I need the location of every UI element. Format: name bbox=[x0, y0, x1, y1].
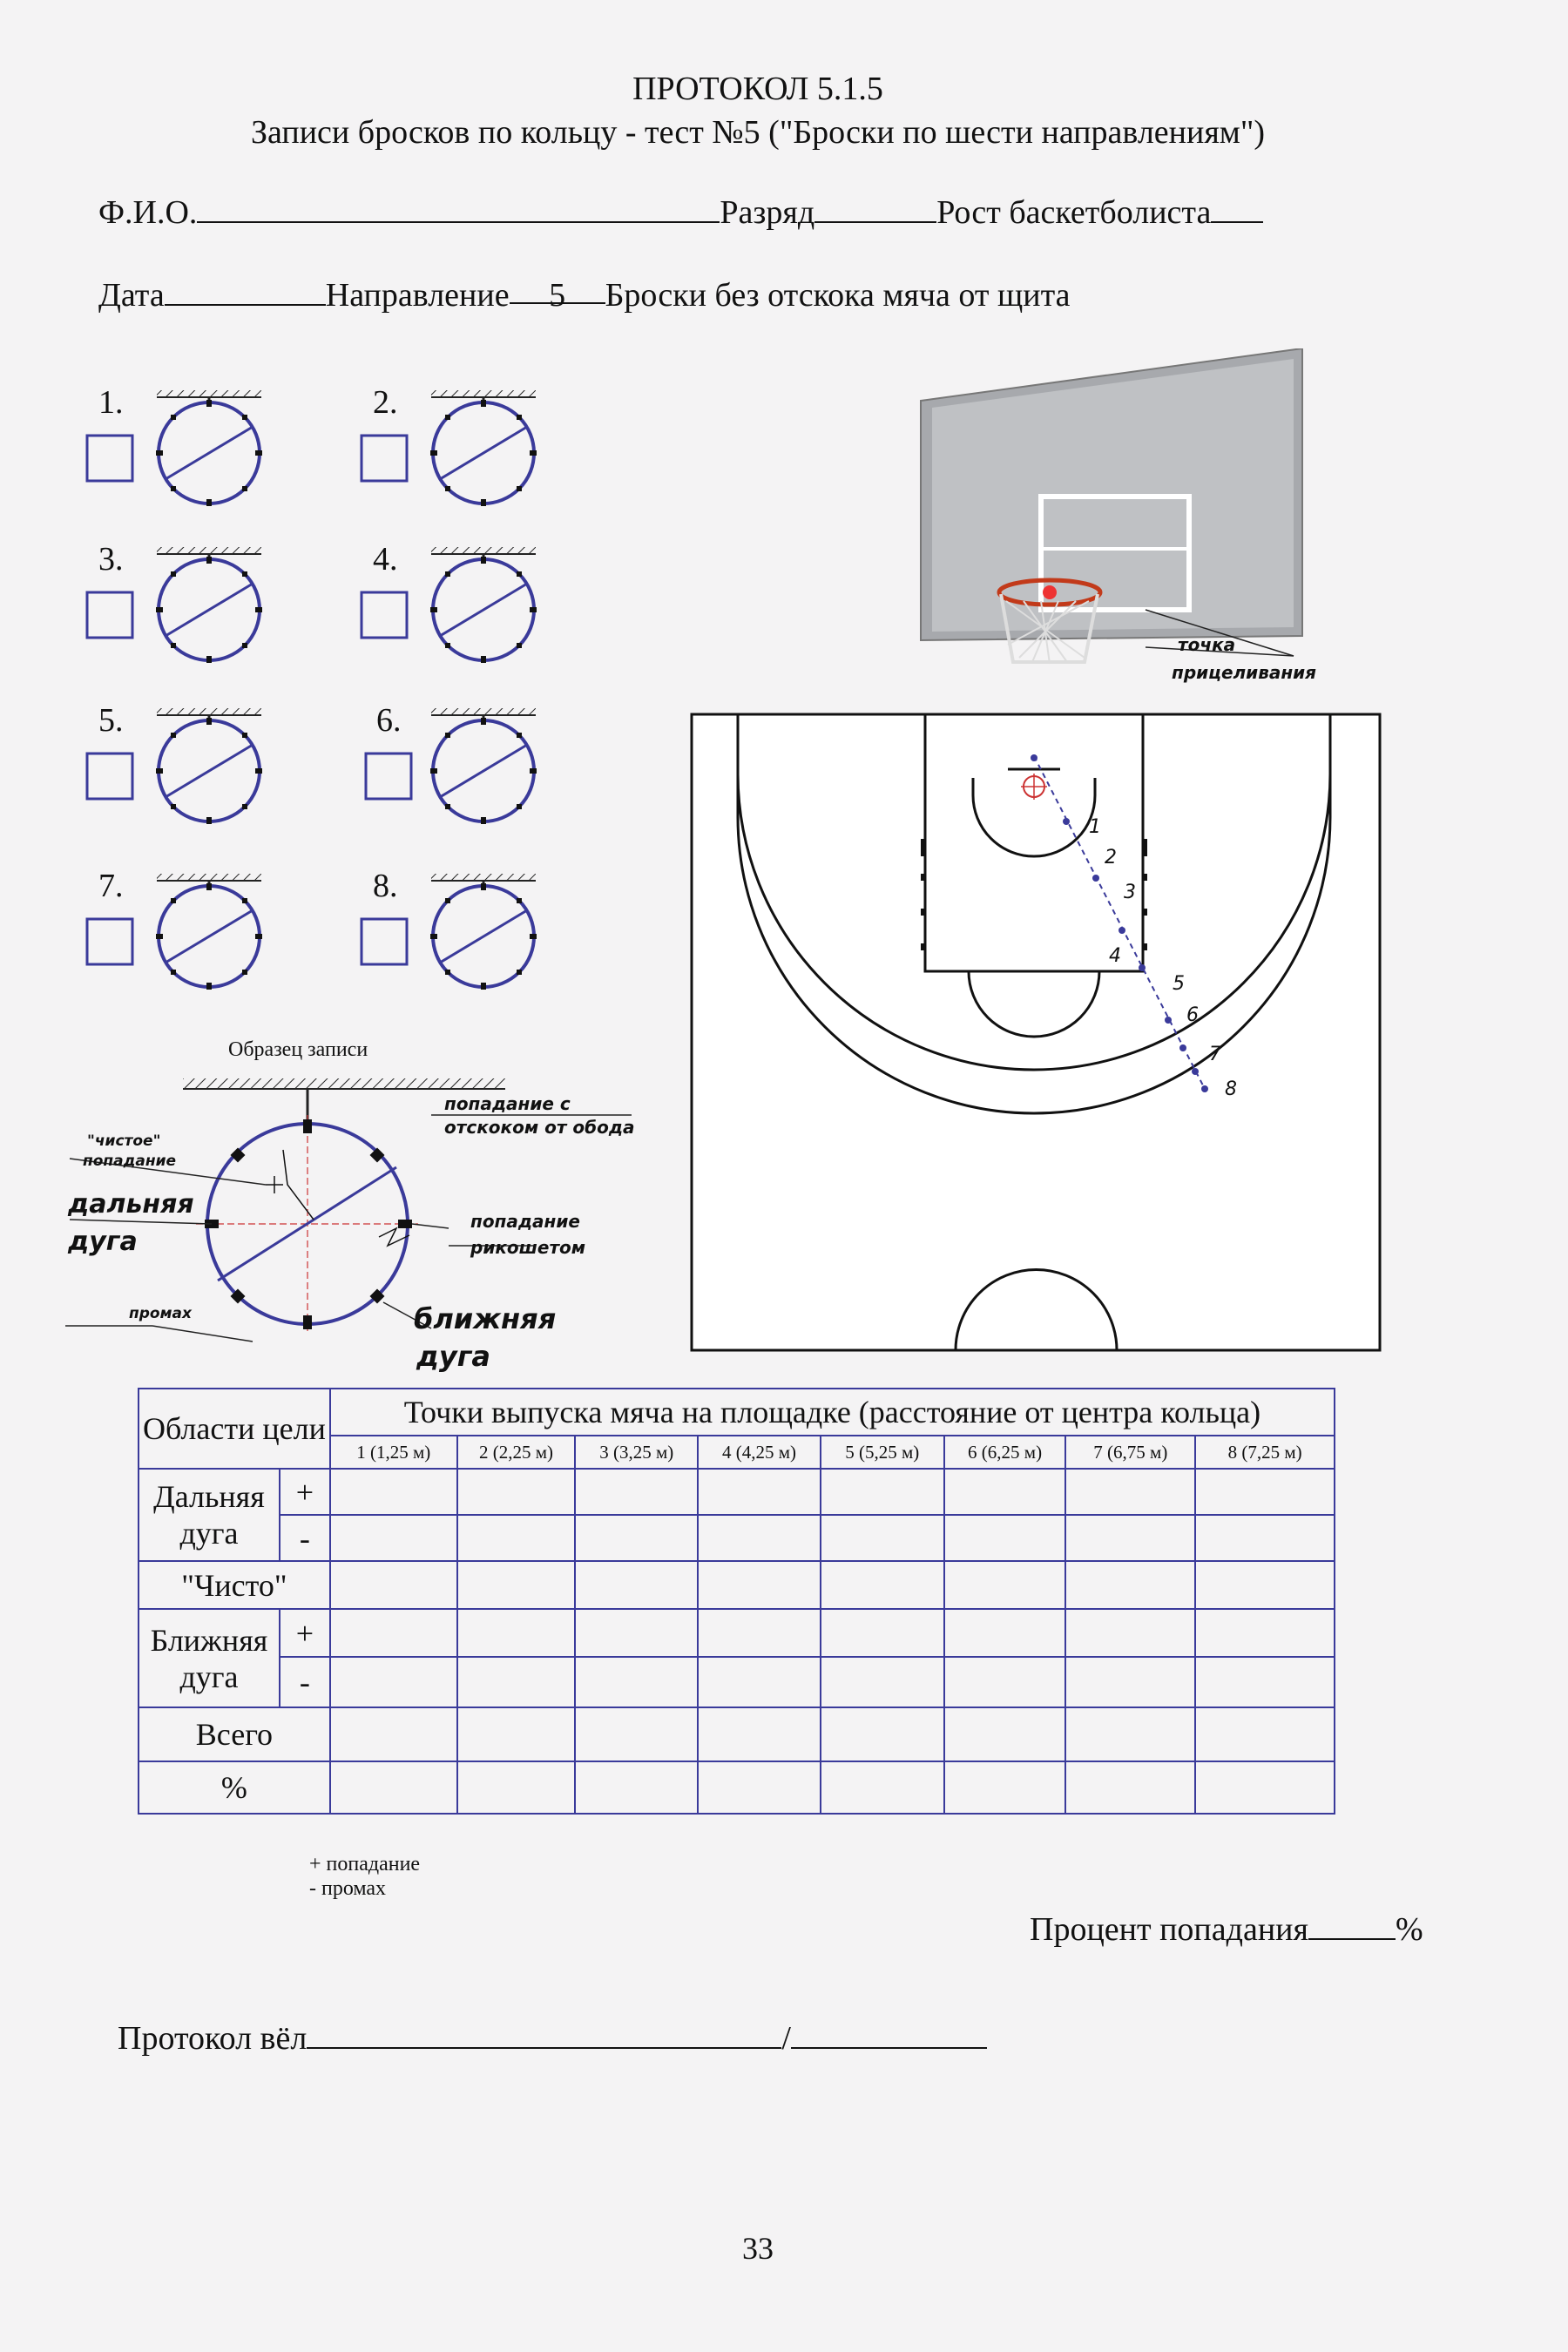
cell[interactable] bbox=[1065, 1761, 1195, 1814]
cell[interactable] bbox=[457, 1707, 576, 1761]
fio-row bbox=[98, 193, 1263, 232]
col-header-4: 4 (4,25 м) bbox=[698, 1436, 821, 1469]
cell[interactable] bbox=[330, 1609, 457, 1657]
rim-bounce-label-1: попадание с bbox=[444, 1093, 571, 1114]
ring-2-checkbox[interactable] bbox=[362, 436, 407, 481]
col-header-8: 8 (7,25 м) bbox=[1195, 1436, 1335, 1469]
cell[interactable] bbox=[944, 1561, 1066, 1609]
cell[interactable] bbox=[1195, 1609, 1335, 1657]
cell[interactable] bbox=[944, 1707, 1066, 1761]
cell[interactable] bbox=[330, 1707, 457, 1761]
cell[interactable] bbox=[330, 1561, 457, 1609]
ricochet-label-1: попадание bbox=[470, 1211, 580, 1232]
cell[interactable] bbox=[944, 1515, 1066, 1561]
cell[interactable] bbox=[944, 1761, 1066, 1814]
backboard-illustration bbox=[910, 348, 1311, 688]
near-arc-row-label: Ближняя дуга bbox=[139, 1609, 280, 1707]
cell[interactable] bbox=[1065, 1515, 1195, 1561]
cell[interactable] bbox=[330, 1761, 457, 1814]
cell[interactable] bbox=[821, 1515, 944, 1561]
ring-label-1: 1. bbox=[98, 384, 124, 421]
cell[interactable] bbox=[698, 1469, 821, 1515]
court-point-3: 3 bbox=[1124, 882, 1136, 903]
clean-row-label: "Чисто" bbox=[139, 1561, 330, 1609]
height-field[interactable] bbox=[1211, 195, 1263, 223]
far-arc-minus: - bbox=[280, 1515, 330, 1561]
cell[interactable] bbox=[698, 1657, 821, 1707]
cell[interactable] bbox=[698, 1515, 821, 1561]
clean-hit-label-1: "чистое" bbox=[87, 1132, 161, 1150]
percent-row-label: % bbox=[139, 1761, 330, 1814]
cell[interactable] bbox=[821, 1561, 944, 1609]
ring-3-checkbox[interactable] bbox=[87, 592, 132, 638]
percent-sign: % bbox=[1395, 1911, 1423, 1948]
cell[interactable] bbox=[1065, 1469, 1195, 1515]
ring-diagrams bbox=[78, 357, 601, 1019]
shots-table bbox=[138, 1388, 1335, 1815]
cell[interactable] bbox=[1195, 1657, 1335, 1707]
court-point-5: 5 bbox=[1173, 973, 1185, 995]
ring-label-5: 5. bbox=[98, 702, 124, 739]
ring-label-4: 4. bbox=[373, 541, 398, 578]
direction-label: Направление bbox=[325, 277, 510, 314]
legend-hit: + попадание bbox=[309, 1853, 421, 1876]
cell[interactable] bbox=[1195, 1469, 1335, 1515]
recorded-by-label: Протокол вёл bbox=[118, 2020, 308, 2057]
far-arc-label-2: дуга bbox=[68, 1227, 138, 1257]
cell[interactable] bbox=[575, 1469, 698, 1515]
cell[interactable] bbox=[1065, 1657, 1195, 1707]
cell[interactable] bbox=[1195, 1707, 1335, 1761]
col-header-1: 1 (1,25 м) bbox=[330, 1436, 457, 1469]
cell[interactable] bbox=[1065, 1707, 1195, 1761]
col-header-5: 5 (5,25 м) bbox=[821, 1436, 944, 1469]
court-diagram bbox=[690, 713, 1382, 1353]
ricochet-label-2: рикошетом bbox=[470, 1237, 586, 1258]
cell[interactable] bbox=[698, 1561, 821, 1609]
cell[interactable] bbox=[575, 1609, 698, 1657]
cell[interactable] bbox=[575, 1707, 698, 1761]
ring-label-8: 8. bbox=[373, 868, 398, 904]
cell[interactable] bbox=[1065, 1609, 1195, 1657]
cell[interactable] bbox=[821, 1609, 944, 1657]
mode-text: Броски без отскока мяча от щита bbox=[605, 277, 1071, 314]
cell[interactable] bbox=[457, 1515, 576, 1561]
near-arc-minus: - bbox=[280, 1657, 330, 1707]
points-header: Точки выпуска мяча на площадке (расстояние от центра кольца) bbox=[330, 1389, 1335, 1436]
cell[interactable] bbox=[330, 1515, 457, 1561]
sample-title: Образец записи bbox=[228, 1038, 368, 1061]
court-point-7: 7 bbox=[1209, 1044, 1221, 1065]
razryad-label: Разряд bbox=[720, 194, 815, 231]
col-header-3: 3 (3,25 м) bbox=[575, 1436, 698, 1469]
cell[interactable] bbox=[821, 1707, 944, 1761]
cell[interactable] bbox=[821, 1657, 944, 1707]
fio-label: Ф.И.О. bbox=[98, 194, 198, 231]
ring-6-checkbox[interactable] bbox=[366, 754, 411, 799]
total-row-label: Всего bbox=[139, 1707, 330, 1761]
cell[interactable] bbox=[821, 1469, 944, 1515]
cell[interactable] bbox=[1065, 1561, 1195, 1609]
cell[interactable] bbox=[457, 1657, 576, 1707]
ring-label-6: 6. bbox=[376, 702, 402, 739]
legend-miss: - промах bbox=[309, 1877, 387, 1900]
recorded-by-signature-field[interactable] bbox=[791, 2021, 987, 2049]
aim-point-label-2: прицеливания bbox=[1172, 662, 1317, 683]
court-point-4: 4 bbox=[1109, 945, 1121, 967]
cell[interactable] bbox=[457, 1609, 576, 1657]
page-title: ПРОТОКОЛ 5.1.5 bbox=[632, 71, 883, 107]
near-arc-label-2: дуга bbox=[416, 1340, 491, 1373]
cell[interactable] bbox=[1195, 1561, 1335, 1609]
far-arc-row-label: Дальняя дуга bbox=[139, 1469, 280, 1561]
page-number: 33 bbox=[742, 2231, 774, 2266]
ring-label-7: 7. bbox=[98, 868, 124, 904]
cell[interactable] bbox=[457, 1561, 576, 1609]
cell[interactable] bbox=[821, 1761, 944, 1814]
near-arc-plus: + bbox=[280, 1609, 330, 1657]
fio-field[interactable] bbox=[197, 195, 720, 223]
cell[interactable] bbox=[575, 1761, 698, 1814]
cell[interactable] bbox=[575, 1515, 698, 1561]
cell[interactable] bbox=[944, 1609, 1066, 1657]
aim-point-label-1: точка bbox=[1178, 634, 1236, 655]
col-header-2: 2 (2,25 м) bbox=[457, 1436, 576, 1469]
height-label: Рост баскетболиста bbox=[936, 194, 1212, 231]
rim-bounce-label-2: отскоком от обода bbox=[444, 1117, 635, 1138]
far-arc-label-1: дальняя bbox=[68, 1189, 194, 1220]
recorded-by-row bbox=[118, 2019, 987, 2058]
ring-4-checkbox[interactable] bbox=[362, 592, 407, 638]
cell[interactable] bbox=[330, 1469, 457, 1515]
cell[interactable] bbox=[1195, 1515, 1335, 1561]
razryad-field[interactable] bbox=[814, 195, 936, 223]
cell[interactable] bbox=[330, 1657, 457, 1707]
hit-percent-label: Процент попадания bbox=[1030, 1911, 1308, 1948]
hit-percent-row bbox=[1030, 1910, 1423, 1949]
court-point-6: 6 bbox=[1186, 1004, 1199, 1026]
cell[interactable] bbox=[457, 1761, 576, 1814]
cell[interactable] bbox=[944, 1469, 1066, 1515]
col-header-7: 7 (6,75 м) bbox=[1065, 1436, 1195, 1469]
date-field[interactable] bbox=[165, 278, 326, 306]
ring-label-2: 2. bbox=[373, 384, 398, 421]
ring-5-checkbox[interactable] bbox=[87, 754, 132, 799]
col-header-6: 6 (6,25 м) bbox=[944, 1436, 1066, 1469]
cell[interactable] bbox=[1195, 1761, 1335, 1814]
far-arc-plus: + bbox=[280, 1469, 330, 1515]
ring-label-3: 3. bbox=[98, 541, 124, 578]
miss-label: промах bbox=[129, 1305, 192, 1322]
court-point-1: 1 bbox=[1089, 816, 1101, 838]
date-row bbox=[98, 276, 1071, 314]
court-point-2: 2 bbox=[1105, 847, 1117, 868]
ring-8-checkbox[interactable] bbox=[362, 919, 407, 964]
areas-header: Области цели bbox=[139, 1389, 330, 1469]
cell[interactable] bbox=[698, 1707, 821, 1761]
ring-1-checkbox[interactable] bbox=[87, 436, 132, 481]
recorded-by-name-field[interactable] bbox=[307, 2021, 781, 2049]
cell[interactable] bbox=[575, 1657, 698, 1707]
near-arc-label-1: ближняя bbox=[414, 1302, 557, 1335]
date-label: Дата bbox=[98, 277, 165, 314]
clean-hit-label-2: попадание bbox=[83, 1152, 177, 1170]
cell[interactable] bbox=[698, 1761, 821, 1814]
ring-7-checkbox[interactable] bbox=[87, 919, 132, 964]
hit-percent-field[interactable] bbox=[1308, 1912, 1396, 1940]
slash: / bbox=[781, 2020, 791, 2057]
cell[interactable] bbox=[457, 1469, 576, 1515]
cell[interactable] bbox=[698, 1609, 821, 1657]
cell[interactable] bbox=[575, 1561, 698, 1609]
court-point-8: 8 bbox=[1225, 1078, 1237, 1100]
page-subtitle: Записи бросков по кольцу - тест №5 ("Броски по шести направлениям") bbox=[250, 114, 1266, 151]
direction-field[interactable]: 5 bbox=[510, 276, 605, 304]
cell[interactable] bbox=[944, 1657, 1066, 1707]
